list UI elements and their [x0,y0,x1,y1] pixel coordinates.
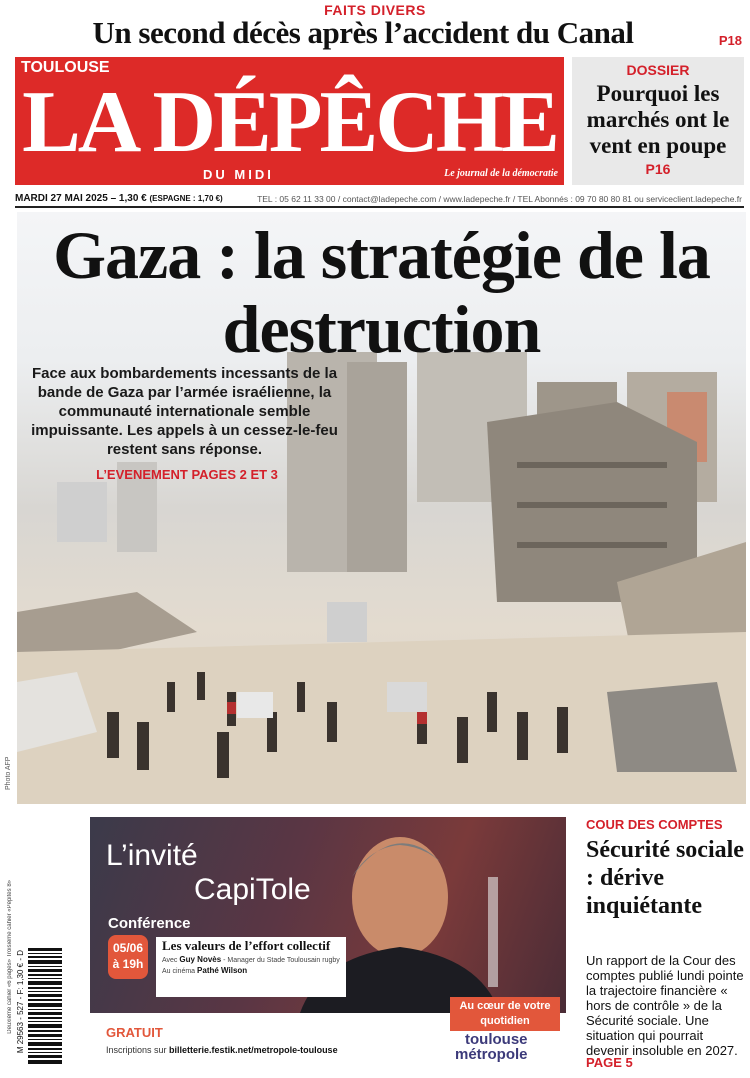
inserts-note: Deuxième cahier «6 pages» Troisième cahier «Pépites 8» [7,880,13,1034]
side-story-headline[interactable]: Sécurité sociale : dérive inquiétante [586,837,744,919]
teaser-page: P18 [718,33,742,48]
capitole-ad[interactable] [90,817,566,1072]
ad-capitole: CapiTole [194,873,311,906]
ad-date: 05/06 [112,941,144,955]
logo-line1: toulouse [465,1031,528,1048]
ad-speaker-role: - Manager du Stade Toulousain rugby [223,957,340,964]
ad-venue-line [162,966,340,975]
masthead-title: LA DÉPÊCHE [22,74,557,171]
side-story-kicker: COUR DES COMPTES [586,817,723,832]
ad-invite: L’invité [106,839,198,872]
masthead[interactable] [15,57,564,185]
lead-page-reference[interactable]: L’EVENEMENT PAGES 2 ET 3 [96,467,278,482]
masthead-subtitle: DU MIDI [203,167,274,182]
masthead-city: TOULOUSE [21,59,110,76]
dossier-page: P16 [645,161,671,177]
lead-photo[interactable] [17,212,746,804]
masthead-tagline: Le journal de la démocratie [444,168,558,179]
ad-gratuit: GRATUIT [106,1025,163,1040]
lead-lede: Face aux bombardements incessants de la bande de Gaza par l’armée israélienne, la communauté internationale semble impuissante. Les appels à un cessez-le-feu restent sans réponse. [31,365,338,458]
dateline [15,193,223,204]
ad-venue: Pathé Wilson [197,966,248,975]
dossier-box[interactable] [572,57,744,185]
barcode-text: M 29563 - 527 - F: 1,30 € - D [16,950,25,1054]
date-price: MARDI 27 MAI 2025 – 1,30 € [15,193,147,204]
photo-credit: Photo AFP [5,756,12,790]
divider [15,206,744,208]
side-story-body: Un rapport de la Cour des comptes publié lundi pointe la trajectoire financière « hors de contrôle » de la Sécurité sociale. Une situation qui pourrait devenir insoluble en 2027. [586,953,744,1058]
barcode-icon [28,948,62,1064]
ad-inscription-prefix: Inscriptions sur [106,1045,167,1055]
contact-line: TEL : 05 62 11 33 00 / contact@ladepeche.com / www.ladepeche.fr / TEL Abonnés : 09 70 80 80 81 ou serviceclient.ladepeche.fr [257,194,742,204]
dossier-kicker: DOSSIER [626,62,690,78]
spain-price: (ESPAGNE : 1,70 €) [149,194,223,203]
ad-info-box [156,937,346,997]
ad-time: à 19h [112,957,144,971]
ad-venue-prefix: Au cinéma [162,968,196,975]
ad-speaker-line [162,955,340,964]
ad-date-badge [108,935,148,979]
dossier-title: Pourquoi les marchés ont le vent en poupe [586,81,730,158]
ad-quote: Au cœur de votre quotidien [450,997,560,1031]
ad-conference: Conférence [108,915,191,932]
logo-line2: métropole [455,1046,528,1063]
teaser-kicker: FAITS DIVERS [324,2,426,18]
ad-speaker: Guy Novès [179,955,222,964]
side-story-page[interactable]: PAGE 5 [586,1055,633,1070]
toulouse-metropole-logo [455,1032,528,1062]
ad-box-title: Les valeurs de l’effort collectif [162,938,331,953]
ad-inscription [106,1045,338,1055]
lead-headline[interactable]: Gaza : la stratégie de la destruction [53,217,710,367]
teaser-headline[interactable]: Un second décès après l’accident du Canal [92,15,634,50]
ad-speaker-prefix: Avec [162,957,178,964]
ad-inscription-link[interactable]: billetterie.festik.net/metropole-toulouse [169,1045,338,1055]
